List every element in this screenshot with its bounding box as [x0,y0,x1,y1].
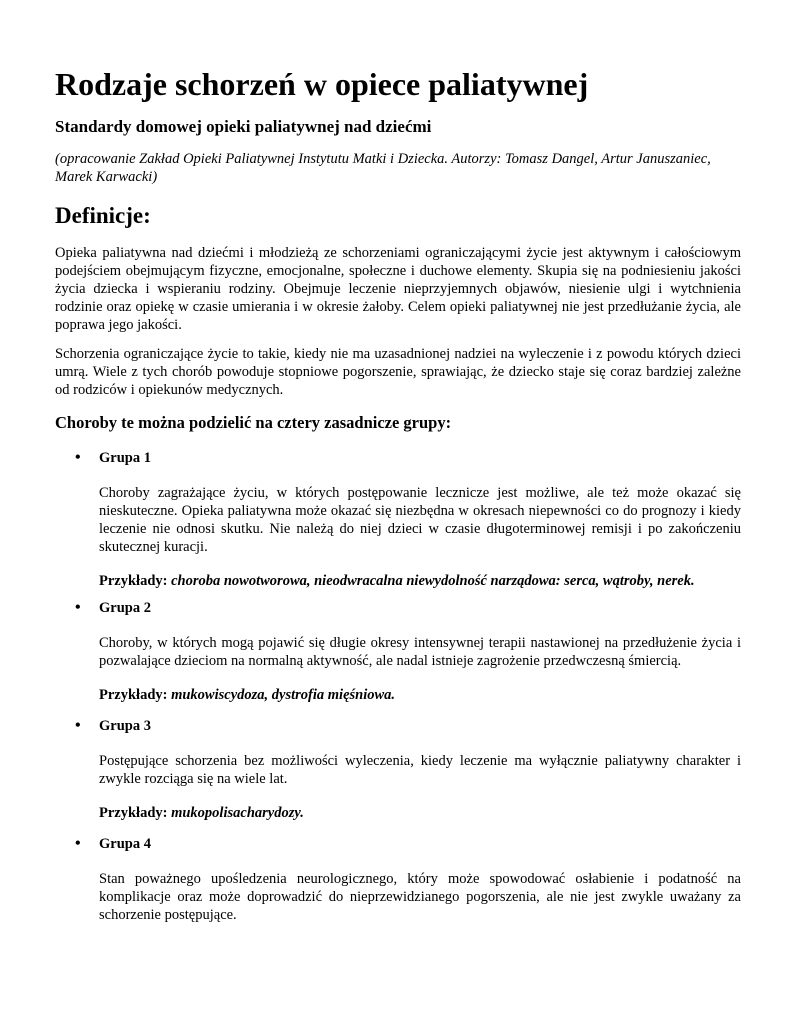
group-title: Grupa 1 [99,450,151,466]
groups-heading: Choroby te można podzielić na cztery zasadnicze grupy: [55,413,452,432]
examples-label: Przykłady: [99,687,168,703]
examples-label: Przykłady: [99,573,168,589]
bullet-icon: • [75,449,81,466]
group-examples [99,686,741,704]
group-item-3 [55,716,741,822]
examples-label: Przykłady: [99,805,168,821]
group-item-1 [55,448,741,590]
examples-text: mukopolisacharydozy. [171,805,304,821]
definitions-heading: Definicje: [55,203,151,228]
group-item-4 [55,834,741,924]
page-title: Rodzaje schorzeń w opiece paliatywnej [55,66,589,102]
group-description: Postępujące schorzenia bez możliwości wyleczenia, kiedy leczenie ma wyłącznie paliatywny charakter i zwykle rozciąga się na wiele lat. [99,753,741,787]
group-title: Grupa 4 [99,836,151,852]
authors-note: (opracowanie Zakład Opieki Paliatywnej Instytutu Matki i Dziecka. Autorzy: Tomasz Dangel, Artur Januszaniec, Marek Karwacki) [55,151,711,185]
group-examples [99,572,741,590]
group-description: Choroby zagrażające życiu, w których postępowanie lecznicze jest możliwe, ale też może okazać się nieskuteczne. Opieka paliatywna może okazać się niezbędna w okresach niepewności co do prognozy i kiedy leczenie nie odnosi skutku. Nie należą do niej dzieci w czasie długoterminowej remisji i po zakończeniu skutecznej kuracji. [99,485,741,555]
bullet-icon: • [75,717,81,734]
definition-paragraph-1: Opieka paliatywna nad dziećmi i młodzieżą ze schorzeniami ograniczającymi życie jest aktywnym i całościowym podejściem obejmującym fizyczne, emocjonalne, społeczne i duchowe elementy. Skupia się na podniesieniu jakości życia dziecka i wspieraniu rodziny. Obejmuje leczenie nieprzyjemnych objawów, niesienie ulgi i wytchnienia rodzinie oraz opiekę w czasie umierania i w okresie żałoby. Celem opieki paliatywnej nie jest przedłużanie życia, ale poprawa jego jakości. [55,245,741,333]
examples-text: mukowiscydoza, dystrofia mięśniowa. [171,687,396,703]
examples-text: choroba nowotworowa, nieodwracalna niewydolność narządowa: serca, wątroby, nerek. [171,573,695,589]
bullet-icon: • [75,835,81,852]
group-examples [99,804,741,822]
definition-paragraph-2: Schorzenia ograniczające życie to takie, kiedy nie ma uzasadnionej nadziei na wyleczenie i z powodu których dzieci umrą. Wiele z tych chorób powoduje stopniowe pogorszenie, sprawiając, że dziecko staje się coraz bardziej zależne od rodziców i opiekunów medycznych. [55,346,741,398]
bullet-icon: • [75,599,81,616]
group-title: Grupa 3 [99,718,151,734]
group-item-2 [55,598,741,704]
page-subtitle: Standardy domowej opieki paliatywnej nad dziećmi [55,117,432,136]
group-description: Choroby, w których mogą pojawić się długie okresy intensywnej terapii nastawionej na przedłużenie życia i pozwalające dzieciom na normalną aktywność, ale nadal istnieje zagrożenie przedwczesną śmiercią. [99,635,741,669]
group-description: Stan poważnego upośledzenia neurologicznego, który może spowodować osłabienie i podatność na komplikacje oraz może doprowadzić do nieprzewidzianego pogorszenia, ale nie jest zwykle uważany za schorzenie postępujące. [99,871,741,923]
group-title: Grupa 2 [99,600,151,616]
